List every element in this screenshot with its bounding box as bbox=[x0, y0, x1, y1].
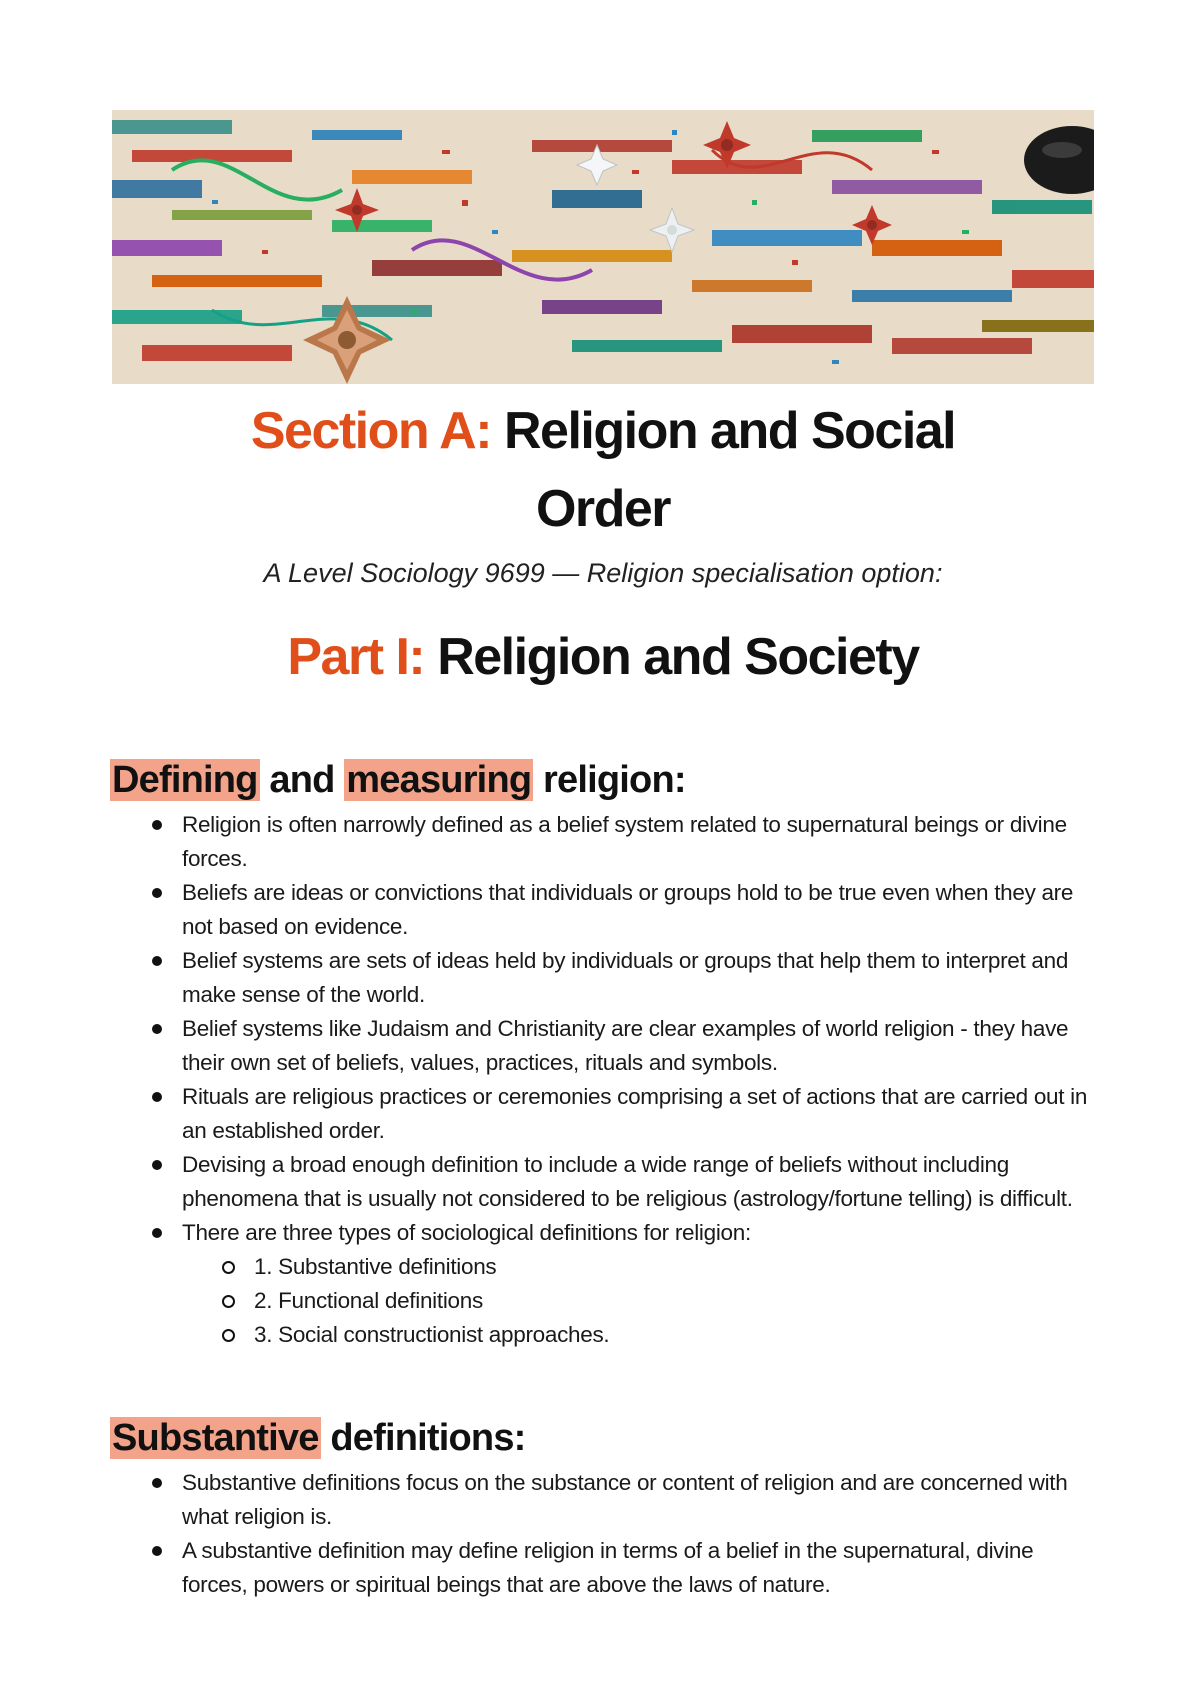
bullet-icon bbox=[152, 888, 162, 898]
banner-image bbox=[112, 110, 1094, 384]
section-substantive bbox=[110, 1414, 1100, 1602]
sub-list-item bbox=[182, 1318, 1100, 1352]
bullet-icon bbox=[152, 1478, 162, 1488]
hollow-bullet-icon bbox=[222, 1261, 235, 1274]
section-defining bbox=[110, 756, 1100, 1352]
substantive-bullet-list bbox=[110, 1466, 1100, 1602]
section-heading-substantive bbox=[110, 1414, 1100, 1462]
definition-types-list bbox=[182, 1250, 1100, 1352]
list-item bbox=[110, 1466, 1100, 1534]
heading-religion: religion: bbox=[543, 759, 686, 801]
defining-bullet-list bbox=[110, 808, 1100, 1352]
list-item bbox=[110, 1216, 1100, 1352]
highlight-measuring: measuring bbox=[346, 759, 532, 801]
section-label: Section A: bbox=[250, 402, 492, 460]
bullet-icon bbox=[152, 1024, 162, 1034]
bullet-icon bbox=[152, 1228, 162, 1238]
sub-list-item-text: 1. Substantive definitions bbox=[254, 1254, 497, 1279]
section-title-line2: Order bbox=[535, 480, 671, 538]
list-item-text: Religion is often narrowly defined as a belief system related to supernatural beings or divine forces. bbox=[182, 812, 1067, 871]
bullet-icon bbox=[152, 1092, 162, 1102]
list-item-text: Rituals are religious practices or ceremonies comprising a set of actions that are carried out in an established order. bbox=[182, 1084, 1088, 1143]
list-item-text: Devising a broad enough definition to include a wide range of beliefs without including phenomena that is usually not considered to be religious (astrology/fortune telling) is difficult. bbox=[182, 1152, 1073, 1211]
part-title bbox=[112, 624, 1094, 690]
part-label: Part I: bbox=[287, 628, 425, 686]
list-item bbox=[110, 1080, 1100, 1148]
sub-list-item-text: 3. Social constructionist approaches. bbox=[254, 1322, 610, 1347]
section-title-line1: Religion and Social bbox=[504, 402, 956, 460]
list-item bbox=[110, 1534, 1100, 1602]
heading-and: and bbox=[269, 759, 335, 801]
bullet-icon bbox=[152, 956, 162, 966]
list-item bbox=[110, 1012, 1100, 1080]
list-item-text: Substantive definitions focus on the substance or content of religion and are concerned with what religion is. bbox=[182, 1470, 1068, 1529]
list-item bbox=[110, 944, 1100, 1012]
list-item-text: Belief systems are sets of ideas held by individuals or groups that help them to interpret and make sense of the world. bbox=[182, 948, 1069, 1007]
highlight-substantive: Substantive bbox=[112, 1417, 319, 1459]
list-item bbox=[110, 808, 1100, 876]
bullet-icon bbox=[152, 1160, 162, 1170]
list-item-text: There are three types of sociological definitions for religion: bbox=[182, 1220, 751, 1245]
highlight-defining: Defining bbox=[112, 759, 258, 801]
hollow-bullet-icon bbox=[222, 1295, 235, 1308]
sub-list-item-text: 2. Functional definitions bbox=[254, 1288, 483, 1313]
bullet-icon bbox=[152, 1546, 162, 1556]
title-block bbox=[112, 392, 1094, 690]
sub-list-item bbox=[182, 1284, 1100, 1318]
sub-list-item bbox=[182, 1250, 1100, 1284]
list-item-text: Belief systems like Judaism and Christianity are clear examples of world religion - they have their own set of beliefs, values, practices, rituals and symbols. bbox=[182, 1016, 1069, 1075]
list-item bbox=[110, 876, 1100, 944]
list-item-text: A substantive definition may define religion in terms of a belief in the supernatural, divine forces, powers or spiritual beings that are above the laws of nature. bbox=[182, 1538, 1034, 1597]
hollow-bullet-icon bbox=[222, 1329, 235, 1342]
list-item-text: Beliefs are ideas or convictions that individuals or groups hold to be true even when they are not based on evidence. bbox=[182, 880, 1074, 939]
section-title bbox=[112, 392, 1094, 548]
subtitle: A Level Sociology 9699 — Religion specialisation option: bbox=[263, 558, 943, 588]
part-title-text: Religion and Society bbox=[437, 628, 919, 686]
list-item bbox=[110, 1148, 1100, 1216]
heading-definitions: definitions: bbox=[330, 1417, 526, 1459]
bullet-icon bbox=[152, 820, 162, 830]
section-heading-defining bbox=[110, 756, 1100, 804]
